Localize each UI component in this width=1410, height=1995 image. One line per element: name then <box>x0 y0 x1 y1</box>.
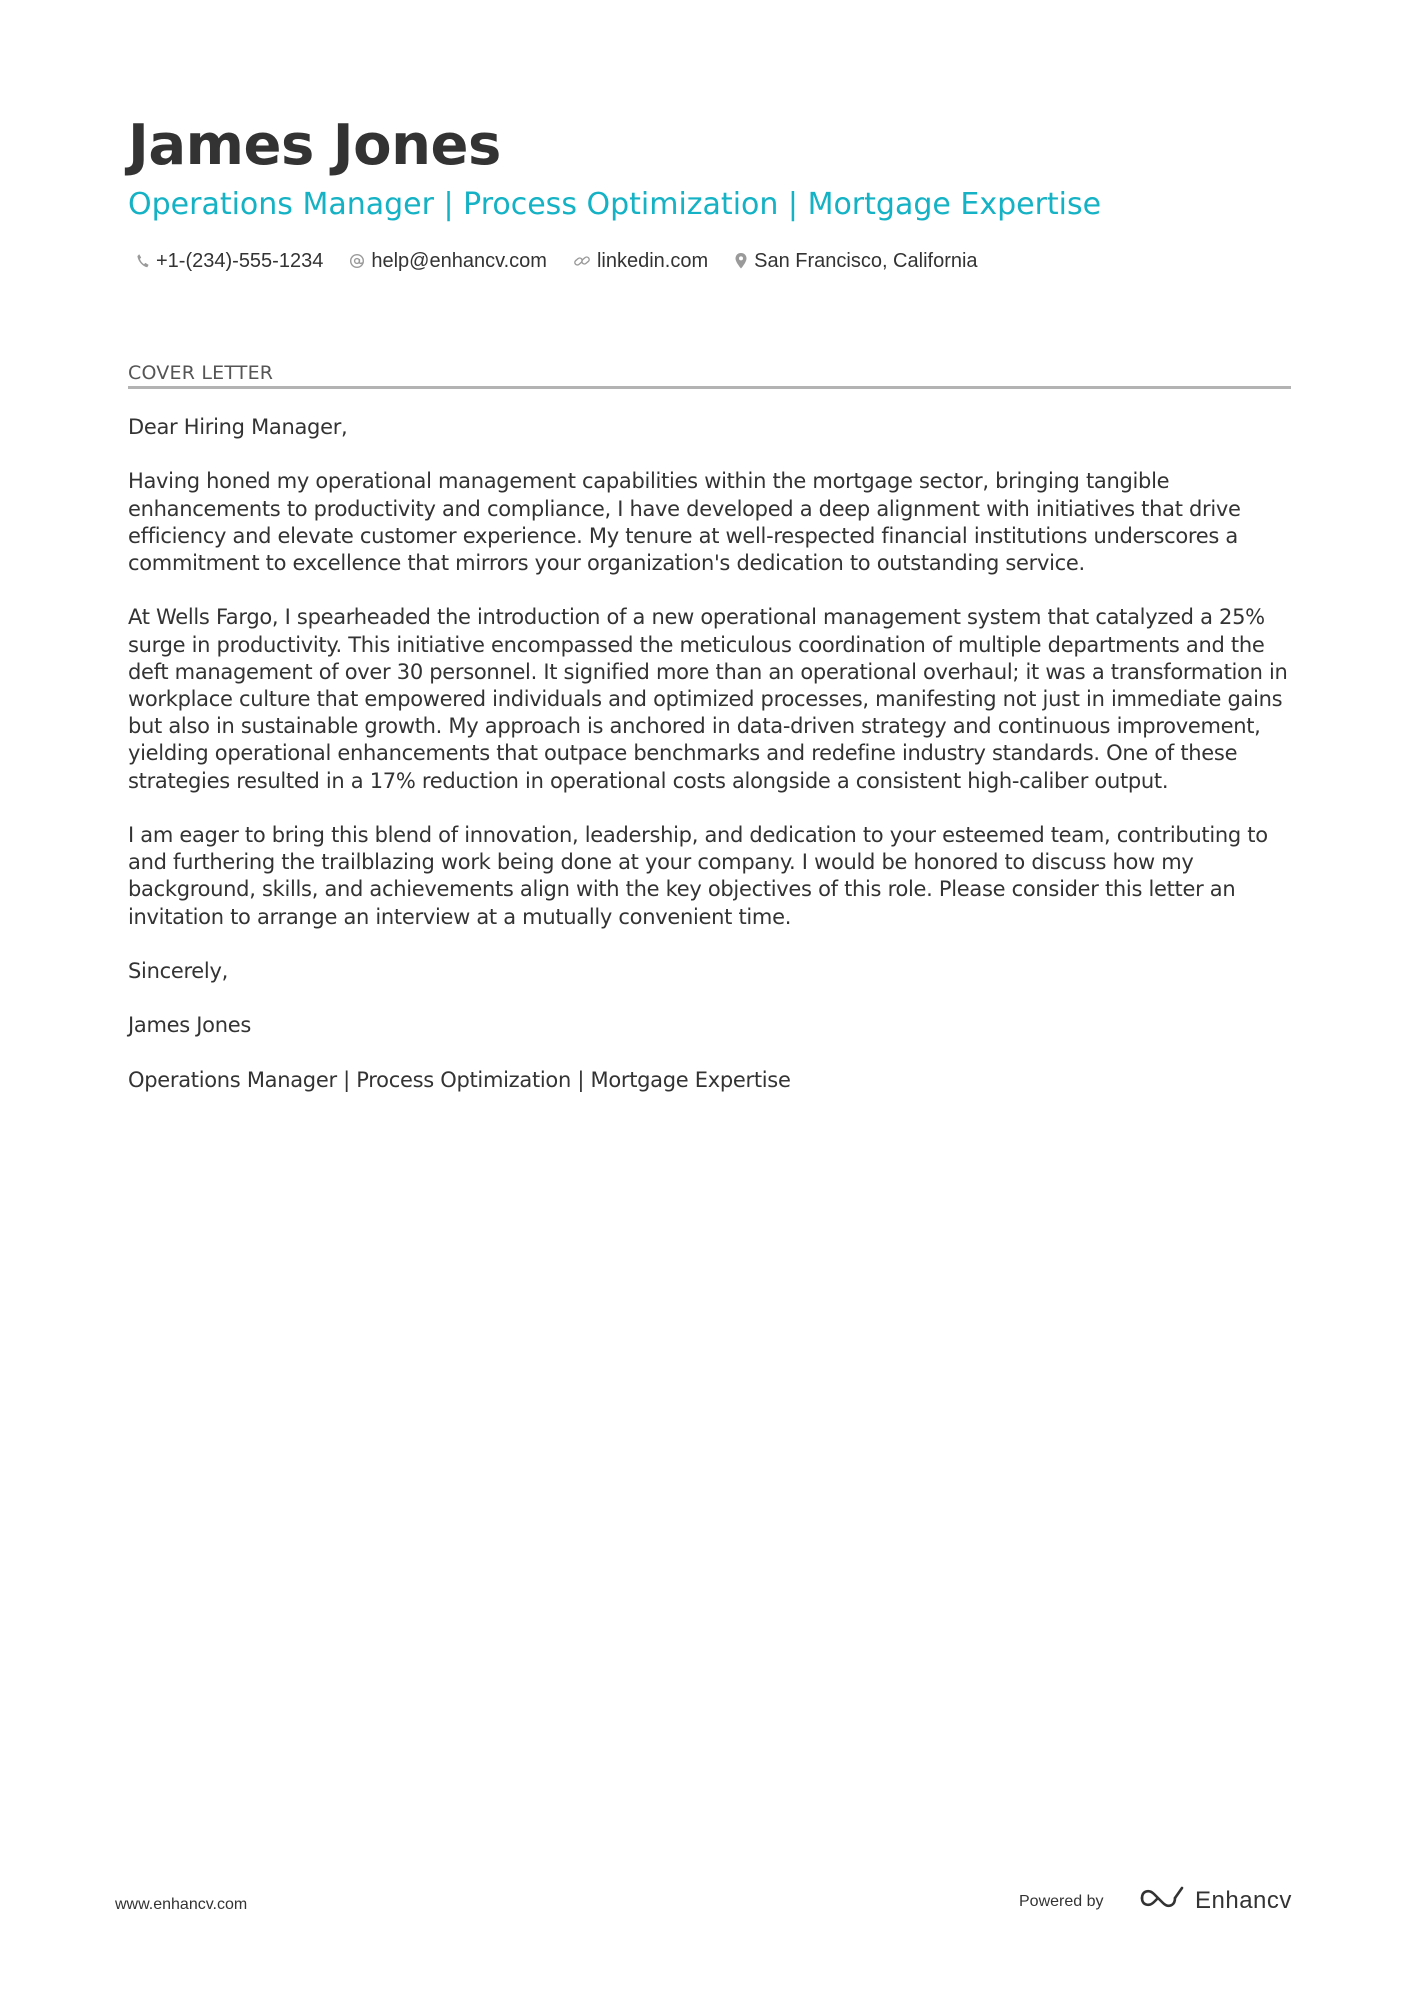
applicant-name: James Jones <box>128 113 501 178</box>
brand-logo[interactable] <box>1139 1885 1292 1916</box>
contact-location <box>734 250 977 273</box>
letter-paragraph: At Wells Fargo, I spearheaded the introduction of a new operational management system that catalyzed a 25% surge in productivity. This initiative encompassed the meticulous coordination of multiple departments and the deft management of over 30 personnel. It signified more than an operational overhaul; it was a transformation in workplace culture that empowered individuals and optimized processes, manifesting not just in immediate gains but also in sustainable growth. My approach is anchored in data-driven strategy and continuous improvement, yielding operational enhancements that outpace benchmarks and redefine industry standards. One of these strategies resulted in a 17% reduction in operational costs alongside a consistent high-caliber output. <box>128 605 1288 793</box>
location-pin-icon <box>734 252 748 270</box>
linkedin-text: linkedin.com <box>596 249 709 272</box>
footer-url[interactable]: www.enhancv.com <box>115 1896 248 1913</box>
enhancv-logo-icon <box>1139 1885 1185 1916</box>
link-icon <box>573 253 591 269</box>
applicant-headline: Operations Manager | Process Optimization | Mortgage Expertise <box>128 187 1102 222</box>
letter-body <box>128 414 1298 1121</box>
letter-paragraph: I am eager to bring this blend of innovation, leadership, and dedication to your esteemed team, contributing to and furthering the trailblazing work being done at your company. I would be honored to discuss how my background, skills, and achievements align with the key objectives of this role. Please consider this letter an invitation to arrange an interview at a mutually convenient time. <box>128 823 1268 929</box>
letter-closing: Sincerely, <box>128 959 228 983</box>
contact-email[interactable] <box>349 250 547 273</box>
phone-text: +1-(234)-555-1234 <box>156 249 324 272</box>
signature-name: James Jones <box>128 1013 251 1038</box>
signature-title: Operations Manager | Process Optimization | Mortgage Expertise <box>128 1067 791 1092</box>
contact-phone[interactable] <box>136 250 323 273</box>
section-title: COVER LETTER <box>128 362 274 384</box>
brand-name: Enhancv <box>1195 1886 1292 1914</box>
letter-paragraph: Having honed my operational management capabilities within the mortgage sector, bringing tangible enhancements to productivity and compliance, I have developed a deep alignment with initiatives that drive efficiency and elevate customer experience. My tenure at well-respected financial institutions underscores a commitment to excellence that mirrors your organization's dedication to outstanding service. <box>128 469 1241 575</box>
section-divider <box>128 386 1291 389</box>
letter-greeting: Dear Hiring Manager, <box>128 415 348 439</box>
location-text: San Francisco, California <box>754 249 978 272</box>
contact-bar <box>136 245 978 277</box>
at-icon <box>349 253 365 269</box>
email-text: help@enhancv.com <box>371 249 547 272</box>
contact-linkedin[interactable] <box>573 250 708 273</box>
phone-icon <box>136 253 150 269</box>
powered-by-label: Powered by <box>1019 1893 1104 1910</box>
